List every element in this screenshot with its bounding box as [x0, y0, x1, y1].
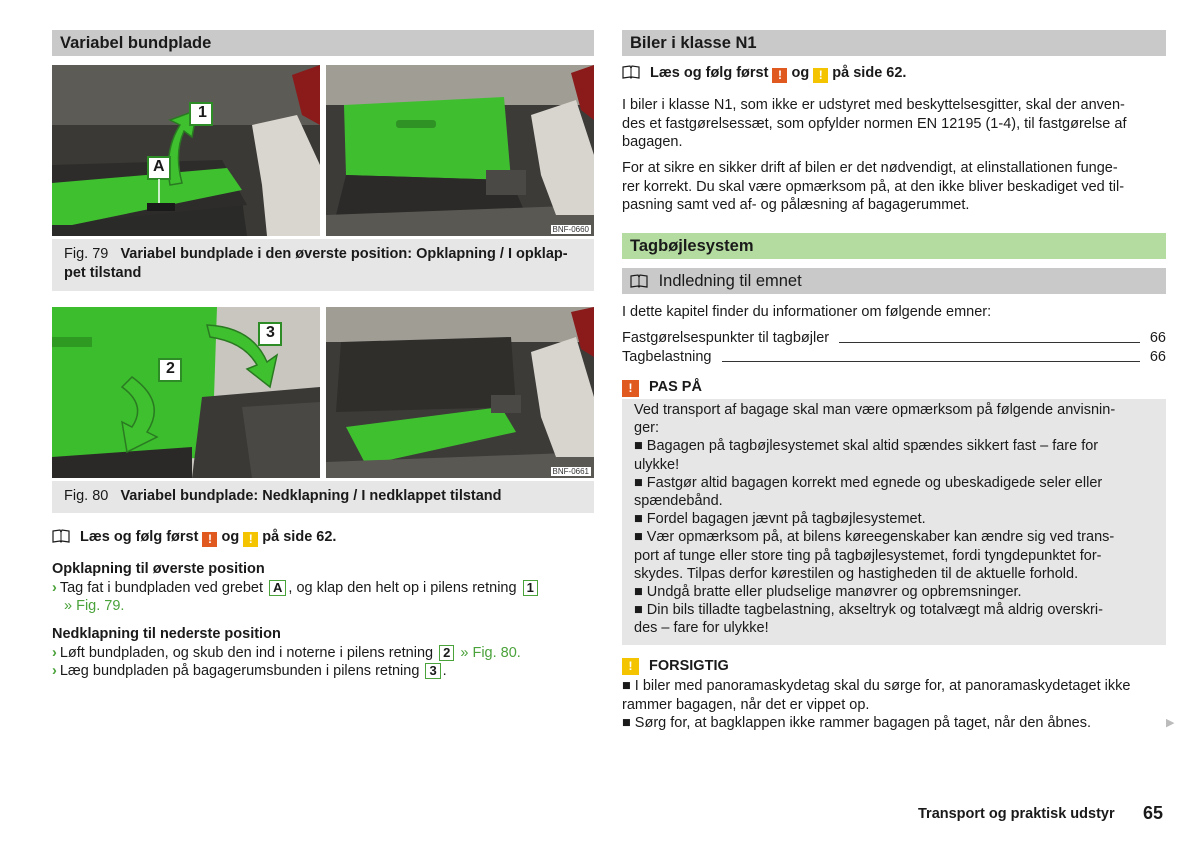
- warning-title: PAS PÅ: [649, 379, 702, 395]
- callout-ref-1: 1: [523, 580, 538, 596]
- warning-body: Ved transport af bagage skal man være opmærksom på følgende anvisnin- ger: ■ Bagagen på tagbøjlesystemet skal altid spændes sikkert fast – fare for ulykke! ■ Fastgør altid bagagen korrekt med egnede og ubeskadigede seler eller spændebånd. ■ Fordel bagagen jævnt på tagbøjlesystemet. ■ Vær opmærksom på, at bilens køreegenskaber kan ændre sig ved trans- port af tunge eller store ting på tagbøjlesystemet, fordi tyngdepunktet for- skydes. Tilpas derfor kørestilen og hastigheden til de aktuelle forhold. ■ Undgå bratte eller pludselige manøvrer og opbremsninger. ■ Din bils tilladte tagbelastning, akseltryk og totalvægt må aldrig overskri- des – fare for ulykke!: [634, 402, 1116, 637]
- fig80-photo-right: [326, 307, 594, 478]
- read-first-page-ref[interactable]: på side 62.: [262, 529, 337, 545]
- topic-list-item[interactable]: [622, 348, 1166, 367]
- figure-80-caption: [52, 481, 594, 513]
- warning-icon[interactable]: !: [772, 68, 787, 83]
- callout-ref-A: A: [269, 580, 286, 596]
- section-header-biler-n1: [622, 30, 1166, 56]
- section-title: Tagbøjlesystem: [630, 237, 754, 255]
- figure-caption-line1: Variabel bundplade i den øverste position: Opklapning / I opklap-: [120, 246, 568, 262]
- figure-caption-line2: pet tilstand: [64, 264, 142, 281]
- page-number: 65: [1143, 803, 1164, 823]
- callout-ref-3: 3: [425, 663, 440, 679]
- figure-number: Fig. 79: [64, 246, 109, 262]
- figure-79-caption: [52, 239, 594, 291]
- chevron-right-icon: ›: [52, 644, 57, 661]
- leader-line: [722, 361, 1140, 362]
- figure-number: Fig. 80: [64, 488, 109, 504]
- caution-title: FORSIGTIG: [649, 658, 729, 674]
- paragraph-n1-intro: I biler i klasse N1, som ikke er udstyret med beskyttelsesgitter, skal der anven- des et fastgørelsessæt, som opfylder normen EN 12195 (1-4), til fastgørelse af bagagen.: [622, 97, 1127, 150]
- topic-list: [622, 329, 1166, 367]
- intro-text: I dette kapitel finder du informationer om følgende emner:: [622, 304, 992, 320]
- subheader-title: Indledning til emnet: [658, 272, 802, 290]
- section-opklapning: [52, 560, 594, 616]
- figure-79: [52, 65, 594, 291]
- topic-page[interactable]: 66: [1149, 349, 1166, 365]
- section-header-variabel-bundplade: [52, 30, 594, 56]
- caution-icon[interactable]: !: [243, 532, 258, 547]
- topic-label[interactable]: Fastgørelsespunkter til tagbøjler: [622, 330, 830, 346]
- read-first-text: Læs og følg først: [80, 529, 199, 545]
- callout-2: 2: [166, 360, 175, 377]
- callout-A: A: [153, 158, 165, 175]
- caution-icon: !: [622, 658, 639, 675]
- callout-1: 1: [198, 104, 207, 121]
- step-item: › Læg bundpladen på bagagerumsbunden i pilens retning 3 .: [52, 663, 447, 679]
- callout-ref-2: 2: [439, 645, 454, 661]
- read-first-notice-right: [622, 64, 1166, 83]
- callout-3: 3: [266, 324, 275, 341]
- warning-box: [622, 377, 1166, 645]
- section-title: Biler i klasse N1: [630, 34, 757, 52]
- fig79-photo-right: [326, 65, 594, 236]
- figure-code: BNF-0660: [552, 225, 589, 234]
- warning-icon[interactable]: !: [202, 532, 217, 547]
- section-title: Variabel bundplade: [60, 34, 212, 52]
- topic-page[interactable]: 66: [1149, 330, 1166, 346]
- section-header-tagbojlesystem: [622, 233, 1166, 259]
- step-item: › Løft bundpladen, og skub den ind i noterne i pilens retning 2 » Fig. 80.: [52, 644, 521, 661]
- fig79-photo-left: [52, 65, 320, 236]
- step-item: › Tag fat i bundpladen ved grebet A , og klap den helt op i pilens retning 1: [52, 579, 594, 598]
- chevron-right-icon: ›: [52, 579, 57, 596]
- figure-link[interactable]: » Fig. 79.: [64, 598, 125, 614]
- book-icon: [52, 529, 70, 543]
- chevron-right-icon: ›: [52, 663, 57, 679]
- topic-label[interactable]: Tagbelastning: [622, 349, 712, 365]
- subsection-title: Opklapning til øverste position: [52, 561, 265, 577]
- subsection-title: Nedklapning til nederste position: [52, 626, 281, 642]
- subheader-indledning: [622, 268, 1166, 294]
- fig80-photo-left: [52, 307, 320, 478]
- read-first-text: Læs og følg først: [650, 65, 769, 81]
- topic-list-item[interactable]: [622, 329, 1166, 348]
- book-icon: [630, 274, 648, 288]
- read-first-and: og: [221, 529, 240, 545]
- continue-arrow-icon: ▶: [1166, 717, 1175, 729]
- caution-icon[interactable]: !: [813, 68, 828, 83]
- figure-link[interactable]: » Fig. 80.: [460, 644, 521, 661]
- figure-80: [52, 307, 594, 513]
- read-first-page-ref[interactable]: på side 62.: [832, 65, 907, 81]
- figure-code: BNF-0661: [552, 467, 589, 476]
- book-icon: [622, 65, 640, 79]
- caution-box: [622, 657, 1166, 733]
- read-first-and: og: [791, 65, 810, 81]
- figure-caption: Variabel bundplade: Nedklapning / I nedklappet tilstand: [120, 488, 502, 504]
- paragraph-n1-electrical: For at sikre en sikker drift af bilen er det nødvendigt, at elinstallationen funge- rer korrekt. Du skal være opmærksom på, at den ikke bliver beskadiget ved til- pasning samt ved af- og pålæsning af bagagerummet.: [622, 160, 1125, 213]
- caution-body: ■ I biler med panoramaskydetag skal du sørge for, at panoramaskydetaget ikke rammer bagagen, når det er vippet op. ■ Sørg for, at bagklappen ikke rammer bagagen på taget, når den åbnes.: [622, 678, 1131, 731]
- footer-section-title: Transport og praktisk udstyr: [918, 806, 1115, 822]
- leader-line: [839, 342, 1140, 343]
- section-nedklapning: [52, 625, 594, 681]
- read-first-notice-left: [52, 528, 594, 547]
- warning-icon: !: [622, 380, 639, 397]
- warning-title-bar: [622, 377, 1166, 399]
- caution-title-bar: [622, 657, 1166, 677]
